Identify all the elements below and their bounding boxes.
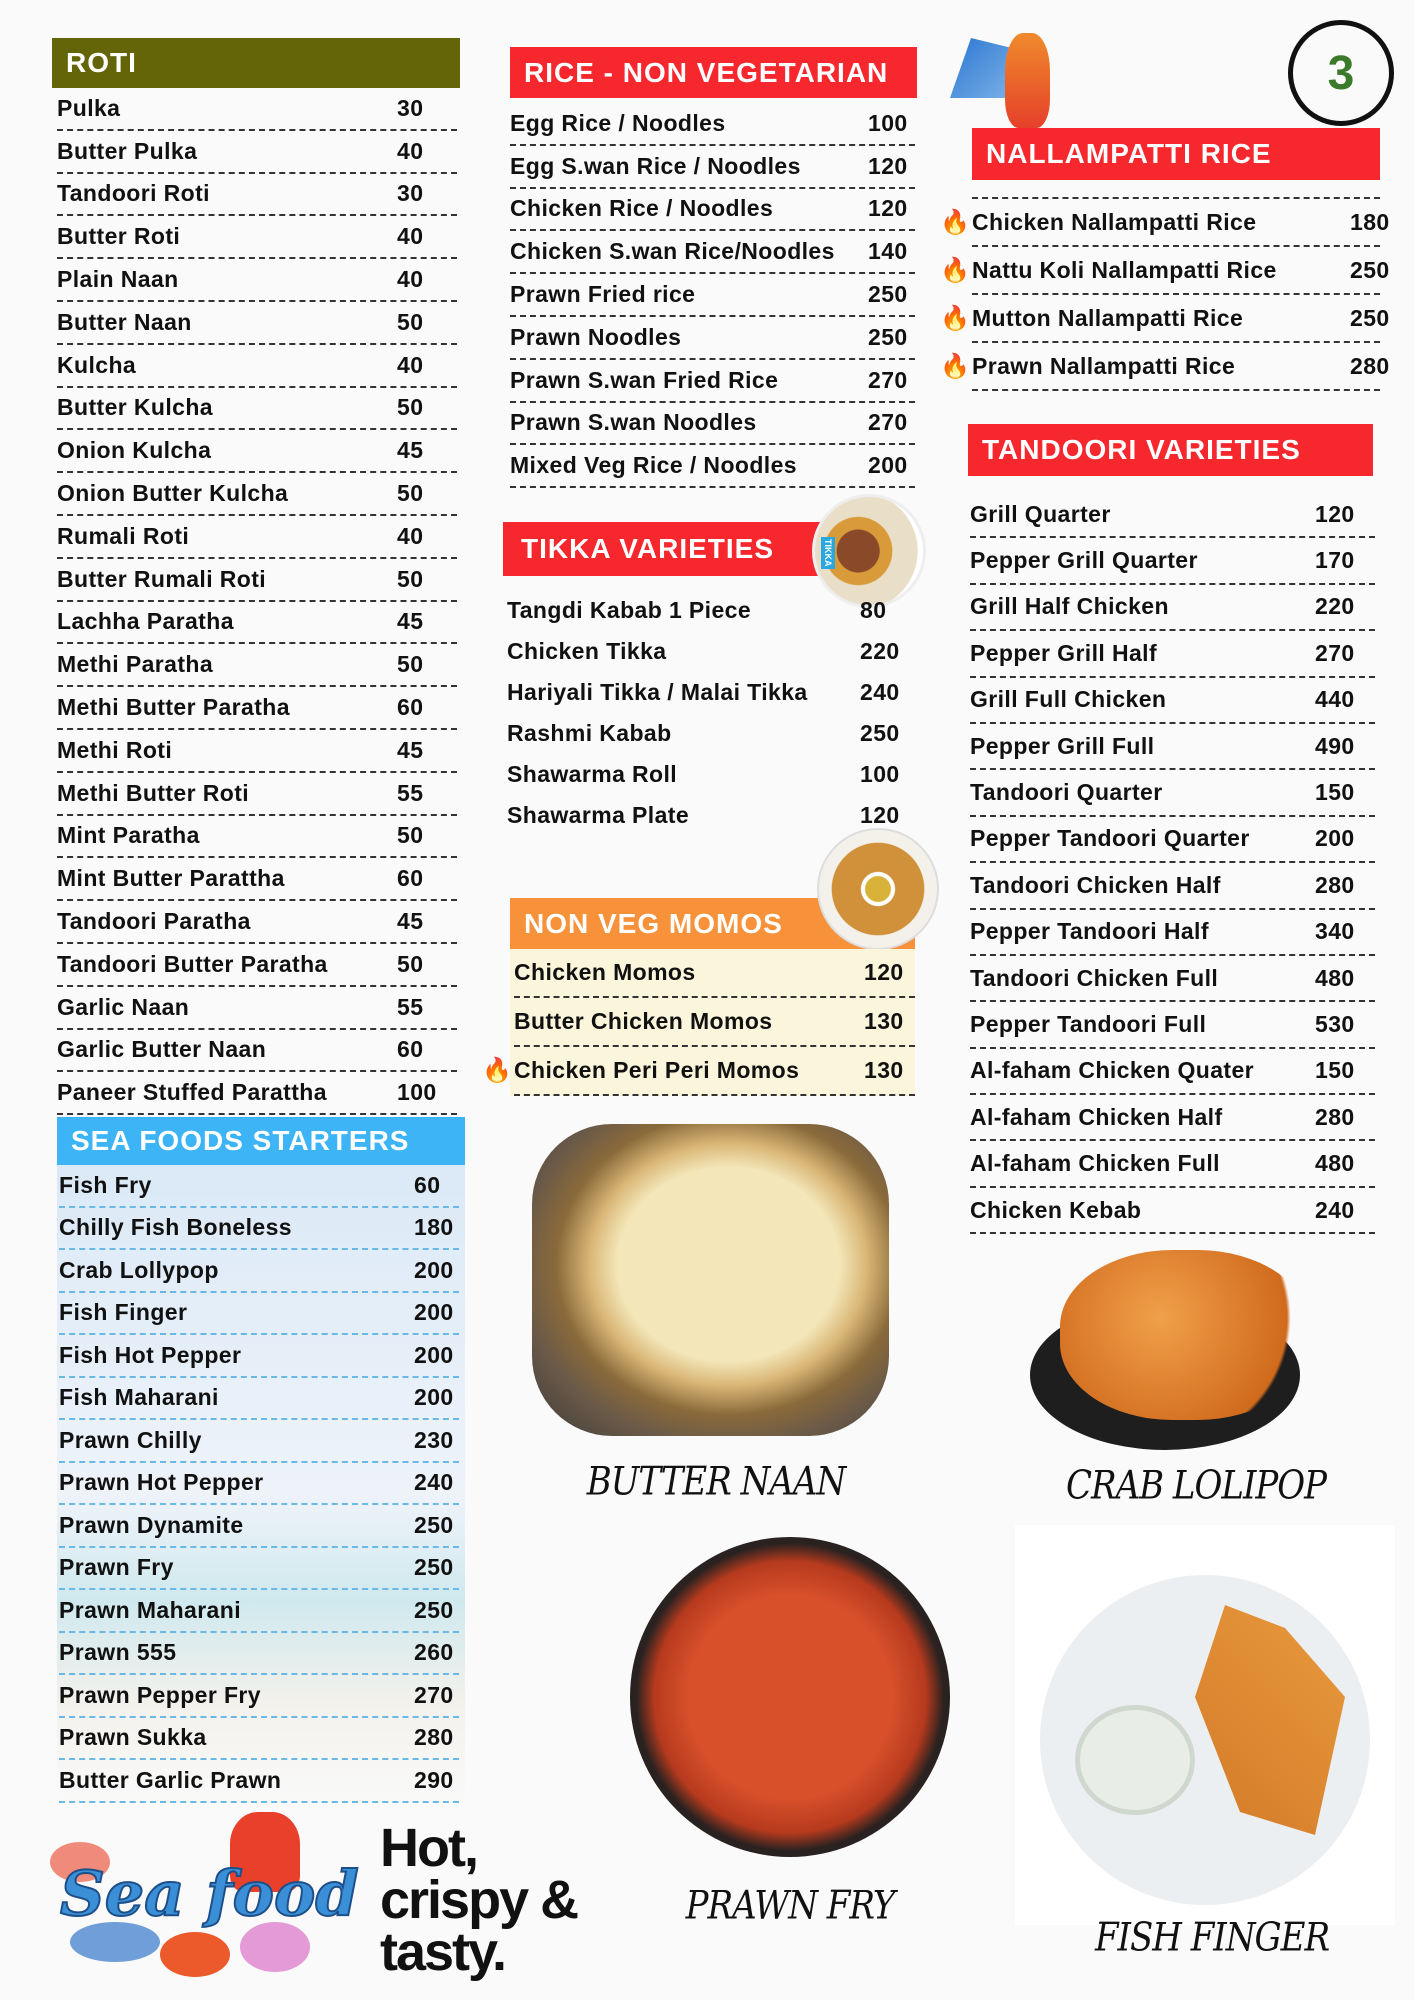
menu-item-name: Fish Finger: [59, 1299, 188, 1326]
menu-item-price: 440: [1315, 686, 1355, 713]
menu-item-price: 130: [864, 1008, 904, 1034]
menu-item-price: 40: [397, 223, 424, 250]
menu-item: [970, 1188, 1375, 1234]
seafood-panel: [57, 1117, 465, 1807]
momos-list: [482, 949, 915, 1096]
menu-item-name: Lachha Paratha: [57, 608, 234, 635]
menu-item-name: Egg Rice / Noodles: [510, 109, 726, 136]
menu-item: [970, 538, 1375, 584]
rice-list: [510, 103, 915, 488]
menu-item: [970, 678, 1375, 724]
menu-item-price: 60: [397, 1036, 424, 1063]
menu-item-price: 240: [1315, 1196, 1355, 1223]
menu-item-price: 100: [860, 761, 900, 787]
menu-item-price: 180: [414, 1214, 454, 1241]
menu-item-name: Tandoori Quarter: [970, 779, 1163, 806]
menu-item-name: Al-faham Chicken Half: [970, 1103, 1223, 1130]
menu-item-name: Shawarma Roll: [507, 761, 678, 787]
menu-item-name: Tandoori Paratha: [57, 908, 251, 935]
menu-item: [57, 559, 457, 602]
menu-item: [970, 631, 1375, 677]
menu-item-name: Methi Butter Paratha: [57, 694, 290, 721]
menu-item: [510, 231, 915, 274]
menu-item-price: 280: [1315, 1103, 1355, 1130]
menu-item-price: 60: [414, 1171, 441, 1198]
menu-item-name: Grill Quarter: [970, 500, 1111, 527]
menu-item: [57, 516, 457, 559]
menu-item-price: 120: [868, 195, 908, 222]
menu-item: [970, 956, 1375, 1002]
menu-item: [57, 816, 457, 859]
menu-item-price: 480: [1315, 1150, 1355, 1177]
menu-item: [57, 730, 457, 773]
menu-item: [59, 1378, 459, 1421]
menu-item: [57, 131, 457, 174]
menu-item-name: Tandoori Butter Paratha: [57, 950, 328, 977]
seafood-logo: [40, 1812, 359, 1982]
menu-item: [57, 944, 457, 987]
menu-item: [510, 403, 915, 446]
menu-item-name: Butter Kulcha: [57, 394, 213, 421]
menu-item-price: 280: [414, 1724, 454, 1751]
page-number: 3: [1327, 46, 1355, 100]
menu-item-price: 30: [397, 180, 424, 207]
seafood-header: [57, 1117, 465, 1165]
menu-item-price: 200: [414, 1299, 454, 1326]
menu-item: [970, 910, 1375, 956]
menu-item-name: Fish Maharani: [59, 1384, 219, 1411]
tikka-list: [507, 590, 907, 836]
menu-item: [59, 1165, 459, 1208]
menu-item-price: 270: [414, 1681, 454, 1708]
menu-item-price: 80: [860, 597, 887, 623]
menu-item-price: 250: [868, 281, 908, 308]
menu-item-name: Mutton Nallampatti Rice: [972, 304, 1244, 331]
menu-item: [510, 189, 915, 232]
menu-item-price: 40: [397, 137, 424, 164]
menu-item-name: Kulcha: [57, 351, 137, 378]
menu-item-price: 50: [397, 565, 424, 592]
seafood-list: [59, 1165, 459, 1803]
menu-item-name: Pepper Tandoori Full: [970, 1010, 1207, 1037]
menu-item-name: Butter Rumali Roti: [57, 565, 267, 592]
menu-item-name: Chicken Nallampatti Rice: [972, 208, 1257, 235]
menu-item: [970, 492, 1375, 538]
page-number-badge: [1288, 20, 1394, 126]
prawn-fry-photo: [630, 1537, 950, 1857]
rice-header: [510, 47, 917, 98]
menu-item: [57, 430, 457, 473]
menu-item: [940, 247, 1390, 295]
menu-item-name: Prawn Hot Pepper: [59, 1469, 264, 1496]
menu-item-name: Shawarma Plate: [507, 802, 690, 828]
menu-item-name: Butter Naan: [57, 308, 192, 335]
menu-item-name: Chilly Fish Boneless: [59, 1214, 292, 1241]
menu-item-price: 100: [868, 109, 908, 136]
menu-item: [507, 631, 907, 672]
tandoori-list: [970, 492, 1375, 1234]
menu-item-name: Prawn Nallampatti Rice: [972, 352, 1236, 379]
fire-icon: 🔥: [482, 1057, 513, 1084]
menu-item-name: Chicken Momos: [514, 959, 696, 985]
menu-item: [510, 146, 915, 189]
menu-item: [507, 795, 907, 836]
menu-item-name: Mixed Veg Rice / Noodles: [510, 452, 797, 479]
menu-item-name: Tangdi Kabab 1 Piece: [507, 597, 752, 623]
menu-item-name: Chicken S.wan Rice/Noodles: [510, 238, 835, 265]
menu-item-name: Al-faham Chicken Quater: [970, 1057, 1254, 1084]
menu-item: [970, 1002, 1375, 1048]
menu-item-price: 220: [1315, 593, 1355, 620]
menu-item: [940, 343, 1390, 391]
seafood-title: SEA FOODS STARTERS: [71, 1125, 410, 1156]
menu-item-price: 200: [868, 452, 908, 479]
menu-item: [970, 724, 1375, 770]
menu-item-name: Methi Roti: [57, 736, 173, 763]
rice-title: RICE - NON VEGETARIAN: [524, 56, 889, 88]
menu-item-price: 200: [414, 1384, 454, 1411]
menu-item-price: 50: [397, 822, 424, 849]
menu-item-name: Pepper Tandoori Half: [970, 918, 1209, 945]
menu-item: [57, 687, 457, 730]
menu-item-price: 30: [397, 94, 424, 121]
menu-item-name: Grill Full Chicken: [970, 686, 1167, 713]
menu-item: [57, 388, 457, 431]
menu-item-price: 50: [397, 651, 424, 678]
menu-item-price: 40: [397, 522, 424, 549]
menu-item-name: Paneer Stuffed Parattha: [57, 1079, 327, 1106]
menu-item: [57, 858, 457, 901]
menu-item: [59, 1420, 459, 1463]
menu-item: [59, 1505, 459, 1548]
menu-item-name: Hariyali Tikka / Malai Tikka: [507, 679, 808, 705]
menu-item-price: 55: [397, 779, 424, 806]
menu-item: [57, 1072, 457, 1115]
menu-item: [510, 445, 915, 488]
menu-item: [59, 1675, 459, 1718]
roti-header: [52, 38, 460, 88]
menu-item-price: 240: [414, 1469, 454, 1496]
menu-item-name: Pepper Grill Half: [970, 639, 1158, 666]
menu-item-name: Tandoori Chicken Full: [970, 964, 1219, 991]
menu-item: [57, 473, 457, 516]
menu-item: [57, 345, 457, 388]
menu-item: [57, 1030, 457, 1073]
menu-item-name: Plain Naan: [57, 266, 179, 293]
menu-item-name: Prawn Fried rice: [510, 281, 696, 308]
menu-item: [507, 590, 907, 631]
fire-icon: 🔥: [940, 256, 971, 284]
menu-item: [970, 817, 1375, 863]
menu-item-price: 50: [397, 394, 424, 421]
dragon-illustration: [950, 28, 1082, 132]
menu-item: [57, 174, 457, 217]
menu-item-price: 280: [1315, 871, 1355, 898]
menu-item: [510, 360, 915, 403]
menu-item-name: Al-faham Chicken Full: [970, 1150, 1220, 1177]
fish-finger-label: FISH FINGER: [1094, 1915, 1330, 1961]
menu-item-price: 60: [397, 694, 424, 721]
crab-lollipop-photo: [1030, 1240, 1340, 1450]
menu-item-price: 200: [1315, 825, 1355, 852]
menu-item-price: 170: [1315, 547, 1355, 574]
menu-item-name: Prawn S.wan Fried Rice: [510, 366, 779, 393]
menu-item-price: 340: [1315, 918, 1355, 945]
tagline-line1: Hot,: [380, 1818, 477, 1878]
fire-icon: 🔥: [940, 352, 971, 380]
menu-item-price: 270: [868, 409, 908, 436]
menu-item: [59, 1463, 459, 1506]
menu-item-price: 55: [397, 993, 424, 1020]
menu-item-price: 250: [1350, 304, 1390, 331]
menu-item-price: 180: [1350, 208, 1390, 235]
menu-item-name: Chicken Rice / Noodles: [510, 195, 774, 222]
menu-item-name: Prawn Fry: [59, 1554, 174, 1581]
menu-item: [57, 987, 457, 1030]
menu-item-price: 250: [1350, 256, 1390, 283]
menu-item-name: Onion Butter Kulcha: [57, 480, 289, 507]
momos-title: NON VEG MOMOS: [524, 907, 783, 939]
menu-item: [59, 1718, 459, 1761]
nallampatti-list: [940, 197, 1390, 391]
menu-item-price: 45: [397, 908, 424, 935]
menu-item-price: 290: [414, 1766, 454, 1793]
menu-item: [970, 770, 1375, 816]
prawn-fry-label: PRAWN FRY: [685, 1883, 895, 1929]
menu-item-price: 40: [397, 351, 424, 378]
fire-icon: 🔥: [940, 208, 971, 236]
menu-item: [514, 949, 915, 998]
menu-item-name: Chicken Kebab: [970, 1196, 1142, 1223]
menu-item-price: 220: [860, 638, 900, 664]
menu-item-name: Prawn Sukka: [59, 1724, 207, 1751]
menu-item-name: Pepper Tandoori Quarter: [970, 825, 1250, 852]
menu-item-price: 200: [414, 1256, 454, 1283]
menu-item-name: Pepper Grill Quarter: [970, 547, 1198, 574]
menu-item-price: 150: [1315, 779, 1355, 806]
menu-item-name: Prawn Pepper Fry: [59, 1681, 261, 1708]
menu-item: [514, 998, 915, 1047]
menu-item: [57, 901, 457, 944]
menu-item-name: Rumali Roti: [57, 522, 190, 549]
menu-item: [59, 1633, 459, 1676]
menu-item-name: Crab Lollypop: [59, 1256, 219, 1283]
menu-item: [57, 302, 457, 345]
menu-item-name: Methi Butter Roti: [57, 779, 250, 806]
menu-item-name: Grill Half Chicken: [970, 593, 1169, 620]
menu-item-price: 250: [414, 1554, 454, 1581]
menu-item-price: 140: [868, 238, 908, 265]
menu-item: [940, 295, 1390, 343]
menu-item-price: 250: [414, 1596, 454, 1623]
tagline: [380, 1818, 578, 1982]
tikka-photo-tag: TIKKA: [823, 539, 833, 567]
menu-item: [57, 88, 457, 131]
menu-item-name: Prawn Chilly: [59, 1426, 202, 1453]
tagline-line3: tasty.: [380, 1922, 506, 1982]
fire-icon: 🔥: [940, 304, 971, 332]
menu-item-name: Onion Kulcha: [57, 437, 212, 464]
menu-item-name: Prawn 555: [59, 1639, 177, 1666]
menu-item-price: 45: [397, 437, 424, 464]
butter-naan-label: BUTTER NAAN: [586, 1459, 846, 1505]
menu-item-name: Fish Hot Pepper: [59, 1341, 242, 1368]
menu-item-price: 200: [414, 1341, 454, 1368]
menu-item-name: Pepper Grill Full: [970, 732, 1155, 759]
menu-item: [510, 274, 915, 317]
menu-item-name: Pulka: [57, 94, 121, 121]
nallampatti-header: [972, 128, 1380, 180]
menu-item-price: 150: [1315, 1057, 1355, 1084]
menu-item-name: Garlic Butter Naan: [57, 1036, 267, 1063]
menu-item: [510, 103, 915, 146]
menu-item: [59, 1760, 459, 1803]
menu-item-name: Tandoori Chicken Half: [970, 871, 1221, 898]
menu-item-price: 130: [864, 1057, 904, 1083]
crab-lollipop-label: CRAB LOLIPOP: [1065, 1463, 1327, 1509]
menu-item: [57, 216, 457, 259]
menu-item-price: 120: [860, 802, 900, 828]
menu-item: [59, 1335, 459, 1378]
menu-item-price: 260: [414, 1639, 454, 1666]
menu-item: [507, 754, 907, 795]
menu-item: [970, 1049, 1375, 1095]
menu-item: [970, 863, 1375, 909]
menu-item: [57, 259, 457, 302]
menu-item-name: Butter Pulka: [57, 137, 198, 164]
menu-item-name: Nattu Koli Nallampatti Rice: [972, 256, 1277, 283]
menu-item: [970, 1141, 1375, 1187]
menu-item-name: Methi Paratha: [57, 651, 214, 678]
menu-item: [940, 199, 1390, 247]
menu-item-name: Chicken Tikka: [507, 638, 667, 664]
menu-item: [59, 1590, 459, 1633]
menu-item-price: 250: [868, 323, 908, 350]
menu-item-name: Mint Butter Parattha: [57, 865, 285, 892]
menu-item-price: 120: [868, 152, 908, 179]
menu-item-price: 250: [414, 1511, 454, 1538]
menu-item-name: Tandoori Roti: [57, 180, 210, 207]
menu-item-name: Butter Chicken Momos: [514, 1008, 773, 1034]
menu-item: [59, 1250, 459, 1293]
momos-photo: [817, 828, 939, 950]
fish-finger-photo: [1015, 1525, 1395, 1925]
menu-item: [57, 602, 457, 645]
menu-item-name: Fish Fry: [59, 1171, 152, 1198]
menu-item-name: Chicken Peri Peri Momos: [514, 1057, 800, 1083]
menu-item: [59, 1293, 459, 1336]
menu-item-price: 40: [397, 266, 424, 293]
nallampatti-title: NALLAMPATTI RICE: [986, 138, 1272, 169]
menu-item-name: Prawn S.wan Noodles: [510, 409, 757, 436]
butter-naan-photo: [532, 1124, 889, 1436]
menu-item: [482, 1047, 915, 1096]
menu-item-name: Prawn Noodles: [510, 323, 682, 350]
menu-item-name: Butter Roti: [57, 223, 181, 250]
roti-list: [57, 88, 457, 1115]
menu-item-price: 120: [1315, 500, 1355, 527]
menu-item-name: Rashmi Kabab: [507, 720, 672, 746]
menu-item-price: 45: [397, 608, 424, 635]
menu-item-price: 270: [1315, 639, 1355, 666]
menu-item: [510, 317, 915, 360]
tikka-header: [503, 522, 843, 576]
menu-item-price: 240: [860, 679, 900, 705]
menu-item-name: Prawn Dynamite: [59, 1511, 244, 1538]
menu-item-price: 280: [1350, 352, 1390, 379]
menu-item-price: 230: [414, 1426, 454, 1453]
menu-item-price: 480: [1315, 964, 1355, 991]
menu-item-name: Mint Paratha: [57, 822, 200, 849]
menu-item-price: 120: [864, 959, 904, 985]
seafood-logo-text: Sea food: [60, 1857, 359, 1930]
menu-item-name: Prawn Maharani: [59, 1596, 241, 1623]
menu-item-price: 530: [1315, 1010, 1355, 1037]
menu-item: [57, 773, 457, 816]
menu-item: [970, 1095, 1375, 1141]
menu-item-price: 250: [860, 720, 900, 746]
menu-item-price: 50: [397, 480, 424, 507]
menu-item-price: 100: [397, 1079, 437, 1106]
menu-item-name: Egg S.wan Rice / Noodles: [510, 152, 801, 179]
menu-item-price: 45: [397, 736, 424, 763]
menu-item: [507, 713, 907, 754]
tikka-title: TIKKA VARIETIES: [521, 533, 775, 564]
menu-item: [59, 1548, 459, 1591]
menu-item-name: Garlic Naan: [57, 993, 190, 1020]
menu-item-price: 270: [868, 366, 908, 393]
menu-item-price: 50: [397, 950, 424, 977]
menu-item-price: 490: [1315, 732, 1355, 759]
menu-item: [970, 585, 1375, 631]
menu-item-price: 50: [397, 308, 424, 335]
menu-item-price: 60: [397, 865, 424, 892]
menu-item: [507, 672, 907, 713]
tandoori-title: TANDOORI VARIETIES: [982, 434, 1301, 465]
menu-item: [57, 644, 457, 687]
roti-title: ROTI: [66, 47, 137, 78]
menu-item: [59, 1208, 459, 1251]
tandoori-header: [968, 424, 1373, 476]
tagline-line2: crispy &: [380, 1870, 578, 1930]
menu-item-name: Butter Garlic Prawn: [59, 1766, 282, 1793]
